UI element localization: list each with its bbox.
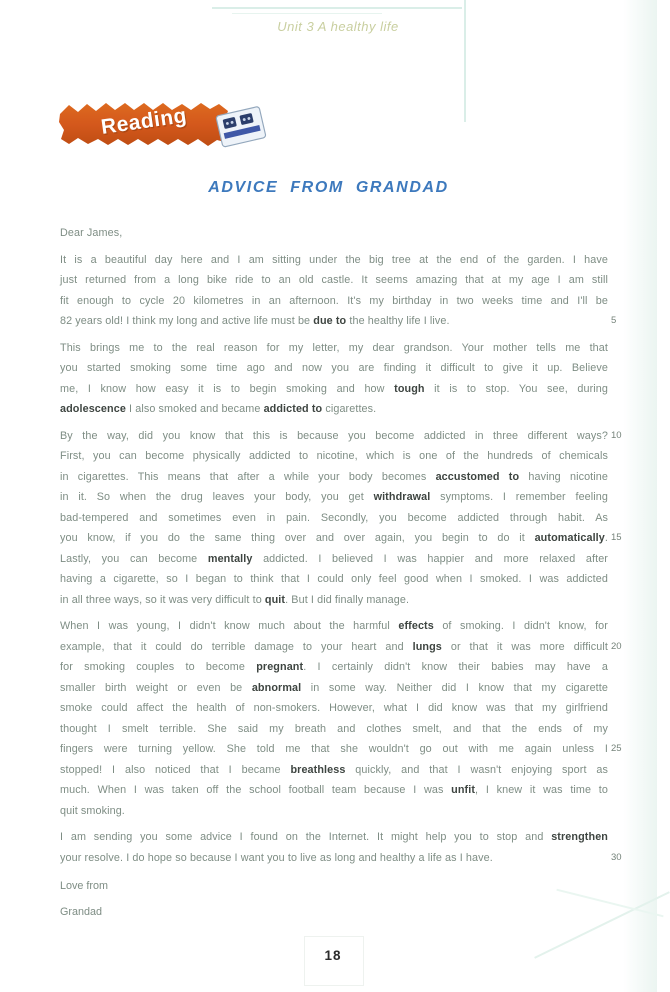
letter-text: fit enough to cycle 20 kilometres in an afternoon. It's my birthday in two weeks time and I'll be xyxy=(60,294,608,307)
letter-text: just returned from a long bike ride to an old castle. It seems amazing that at my age I am still xyxy=(60,274,608,286)
letter-line xyxy=(60,616,608,637)
closing-love-from: Love from xyxy=(60,880,109,892)
vocabulary-word: quit xyxy=(264,593,286,606)
paragraph xyxy=(60,827,622,868)
letter-paragraphs xyxy=(60,250,622,869)
letter-text: addicted. I believed I was happier and more relaxed after xyxy=(252,552,608,565)
letter-text: having nicotine xyxy=(519,470,608,483)
letter-text: stopped! I also noticed that I became xyxy=(60,763,291,776)
letter-line xyxy=(60,379,608,400)
vocabulary-word: pregnant xyxy=(256,661,304,673)
letter-text: When I was young, I didn't know much about the harmful xyxy=(60,620,399,632)
vocabulary-word: automatically xyxy=(534,532,605,544)
letter-text: I am sending you some advice I found on the Internet. It might help you to stop and xyxy=(60,831,552,843)
vocabulary-word: addicted to xyxy=(263,403,323,415)
page-number: 18 xyxy=(324,948,342,963)
letter-line xyxy=(60,549,608,570)
letter-text: First, you can become physically addicted to nicotine, which is one of the hundreds of chemicals xyxy=(60,450,608,462)
letter-text: in it. So when the drug leaves your body, you get xyxy=(60,491,374,503)
vocabulary-word: abnormal xyxy=(251,681,302,694)
letter-text: you know, if you do the same thing over and over again, you begin to do it xyxy=(60,532,535,544)
letter-line xyxy=(60,801,608,822)
letter-text: smaller birth weight or even be xyxy=(60,681,252,694)
letter-text: in cigarettes. This means that after a while your body becomes xyxy=(60,470,436,483)
letter-line xyxy=(60,446,608,467)
letter-text: you started smoking some time ago and now you are finding it difficult to give it up. Believe xyxy=(60,362,608,374)
letter-line xyxy=(60,270,608,291)
vocabulary-word: strengthen xyxy=(551,831,608,843)
letter-text: quit smoking. xyxy=(60,804,125,817)
letter-text: bad-tempered and sometimes even in pain. Secondly, you become addicted through habit. As xyxy=(60,511,608,524)
letter-text: for smoking couples to become xyxy=(60,661,257,673)
letter-text: example, that it could do terrible damage to your heart and xyxy=(60,640,413,653)
vocabulary-word: withdrawal xyxy=(373,491,431,503)
scan-artifact-line xyxy=(232,13,382,14)
vocabulary-word: due to xyxy=(313,315,347,327)
letter-text: Lastly, you can become xyxy=(60,552,208,565)
letter-text: much. When I was taken off the school football team because I was xyxy=(60,784,452,796)
letter-text: your resolve. I do hope so because I want you to live as long and healthy a life as I have. xyxy=(60,851,493,864)
letter-text: of smoking. I didn't know, for xyxy=(433,620,608,632)
reading-badge-label: Reading xyxy=(99,104,189,139)
letter-text: symptoms. I remember feeling xyxy=(430,491,608,503)
vocabulary-word: unfit xyxy=(451,784,476,796)
line-number: 25 xyxy=(611,743,622,754)
paragraph xyxy=(60,616,622,821)
letter-line xyxy=(60,358,608,379)
letter-line xyxy=(60,467,608,488)
line-number: 20 xyxy=(611,640,622,652)
letter-text: I also smoked and became xyxy=(125,403,264,415)
paragraph xyxy=(60,426,622,611)
letter-line xyxy=(60,780,608,801)
letter-text: , I knew it was time to xyxy=(475,784,608,796)
letter-text: in some way. Neither did I know that my cigarette xyxy=(301,681,608,694)
letter-text: This brings me to the real reason for my letter, my dear grandson. Your mother tells me that xyxy=(60,341,608,354)
line-number: 5 xyxy=(611,315,617,326)
letter-text: fingers were turning yellow. She told me that she wouldn't go out with me again unless I xyxy=(60,743,608,755)
letter-text: . xyxy=(604,532,608,544)
vocabulary-word: adolescence xyxy=(60,403,126,415)
letter-text: having a cigarette, so I began to think that I could only feel good when I smoked. I was addicted xyxy=(60,573,608,585)
letter-line xyxy=(60,528,622,549)
letter-line xyxy=(60,827,608,848)
letter-body xyxy=(60,223,622,925)
letter-line xyxy=(60,291,608,312)
line-number: 30 xyxy=(611,851,622,863)
letter-line xyxy=(60,678,608,699)
letter-text: smoke could affect the health of non-smokers. However, what I did know was that my girlfriend xyxy=(60,702,608,714)
letter-line xyxy=(60,399,608,420)
letter-text: in all three ways, so it was very difficult to xyxy=(60,593,265,606)
letter-text: . I certainly didn't know their babies may have a xyxy=(303,661,608,673)
letter-text: By the way, did you know that this is because you become addicted in three different ways? xyxy=(60,429,608,442)
vocabulary-word: mentally xyxy=(207,552,253,565)
letter-text: it is to stop. You see, during xyxy=(424,382,609,395)
letter-line xyxy=(60,590,608,611)
cassette-tape-icon xyxy=(213,102,271,152)
letter-line xyxy=(60,719,608,740)
line-number: 10 xyxy=(611,429,622,441)
letter-line xyxy=(60,760,608,781)
vocabulary-word: tough xyxy=(394,382,425,395)
salutation: Dear James, xyxy=(60,227,123,239)
letter-text: cigarettes. xyxy=(322,403,377,415)
letter-text: the healthy life I live. xyxy=(346,315,450,327)
letter-line xyxy=(60,698,608,719)
letter-text: 82 years old! I think my long and active life must be xyxy=(60,315,314,327)
letter-line xyxy=(60,338,608,359)
letter-text: thought I smelt terrible. She said my breath and clothes smelt, and that the ends of my xyxy=(60,722,608,735)
letter-text: or that it was more difficult xyxy=(441,640,609,653)
reading-badge xyxy=(56,99,232,149)
letter-line xyxy=(60,848,622,869)
paragraph xyxy=(60,338,608,420)
vocabulary-word: accustomed to xyxy=(435,470,520,483)
scan-artifact-line xyxy=(212,7,462,9)
letter-line xyxy=(60,311,617,332)
letter-line xyxy=(60,508,608,529)
letter-text: . But I did finally manage. xyxy=(285,593,410,606)
reading-title: ADVICE FROM GRANDAD xyxy=(208,179,449,196)
letter-line xyxy=(60,426,622,447)
letter-line xyxy=(60,250,608,271)
vocabulary-word: lungs xyxy=(412,640,442,653)
letter-line xyxy=(60,657,608,678)
letter-line xyxy=(60,569,608,590)
letter-line xyxy=(60,637,622,658)
letter-line xyxy=(60,487,608,508)
unit-title: Unit 3 A healthy life xyxy=(277,19,399,34)
vocabulary-word: breathless xyxy=(290,763,346,776)
page-edge-shading xyxy=(623,0,657,992)
letter-closing xyxy=(60,873,608,925)
letter-line xyxy=(60,739,622,760)
paragraph xyxy=(60,250,617,332)
line-number: 15 xyxy=(611,532,622,543)
closing-grandad: Grandad xyxy=(60,906,103,918)
letter-text: quickly, and that I wasn't enjoying sport as xyxy=(345,763,608,776)
letter-text: It is a beautiful day here and I am sitting under the big tree at the end of the garden. I have xyxy=(60,253,608,266)
vocabulary-word: effects xyxy=(398,620,434,632)
letter-text: me, I know how easy it is to begin smoking and how xyxy=(60,382,395,395)
